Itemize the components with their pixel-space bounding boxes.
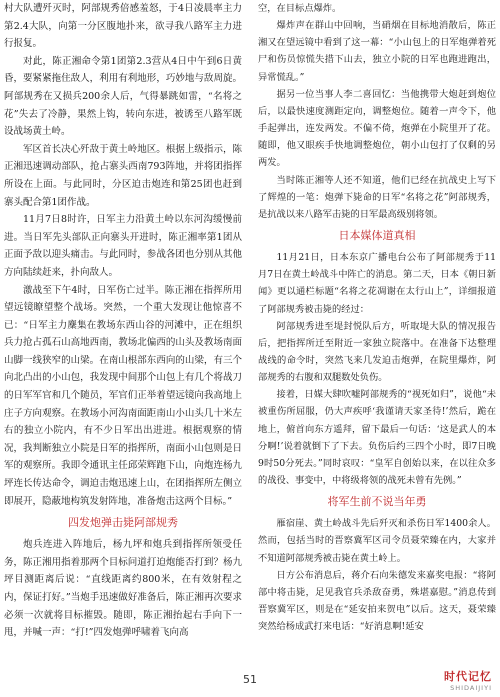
paragraph: 村大队遭歼灭时，阿部规秀倍感羞怒，于4日凌晨率主力第2.4大队，向第一分区腹地扑来，欲寻我八路军主力进行报复。 <box>4 3 242 50</box>
section-heading: 四发炮弹击毙阿部规秀 <box>68 516 178 530</box>
paragraph: 据另一位当事人李二喜回忆：当他携带大炮赶到炮位后，以最快速度测距定向，调整炮位。随着一声令下，他手起弹出，连发两发。不偏不倚，炮弹在小院里开了花。随即，他又眼疾手快地调整炮位，朝小山包打了仅剩的另两发。 <box>258 88 496 169</box>
paragraph: 11月7日8时许，日军主力沿黄土岭以东河沟缓慢前进。当日军先头部队正向寨头开进时，陈正湘率第1团从正面予敌以迎头痛击。与此同时，参战各团也分别从其他方向陆续赶来，扑向敌人。 <box>4 214 242 278</box>
paragraph: 爆炸声在群山中回响，当硝烟在目标地消散后，陈正湘又在望远镜中看到了这一幕：“小山包上的日军炮弹着死尸和伤员惊慌失措下山去，独立小院的日军也跑进跑出，异常慌乱。” <box>258 20 496 83</box>
paragraph: 雁宿崖、黄土岭战斗先后歼灭和杀伤日军1400余人。然而，包括当时的晋察冀军区司令员聂荣臻在内，大家并不知道阿部规秀被击毙在黄土岭上。 <box>258 518 496 564</box>
section-heading: 日本媒体道真相 <box>338 229 416 243</box>
paragraph: 激战至下午4时，日军伤亡过半。陈正湘在指挥所用望远镜瞭望整个战场。突然，一个重大发现让他惊喜不已：“日军主力麇集在教场东西山谷的河滩中，正在组织兵力抢占孤石山高地西南，教场北偏西的山头及教场南面山脚一线狭窄的山梁。在南山根部东西向的山梁，有三个向北凸出的小山包，我发现中间那个山包上有几个将战刀的日军军官和几个随员，军官们正举着望远镜向我高地上庄子方向观察。在教场小河沟南面距南山小山头几十米左右的独立小院内，有不少日军出出进进。根据观察的情况，我判断独立小院是日军的指挥所，南面小山包则是日军的观察所。我即令通讯主任邱荣辉跑下山，向炮连杨九坪连长传达命令，调迫击炮迅速上山，在团指挥所左侧立即展开，隐蔽地构筑发射阵地，准备炮击这两个目标。” <box>4 284 242 507</box>
section-heading: 将军生前不说当年勇 <box>327 495 427 509</box>
paragraph: 对此，陈正湘命令第1团第2.3营从4日中午到6日黄昏，要紧紧拖住敌人，利用有利地形，巧妙地与敌周旋。阿部规秀在又损兵200余人后，气得暴跳如雷，“名将之花”失去了冷静，果然上钩，转向东进，被诱至八路军既设战场黄土岭。 <box>4 55 242 138</box>
paragraph: 军区首长决心歼敌于黄土岭地区。根据上级指示，陈正湘迅速调动部队，抢占寨头西南793阵地，并将团指挥所设在上面。与此同时，分区迫击炮连和第25团也赶到寨头配合第1团作战。 <box>4 143 242 208</box>
right-column <box>258 0 496 635</box>
paragraph: 炮兵连进入阵地后，杨九坪和炮兵到指挥所领受任务，陈正湘用指着那两个目标问道打迫炮能否打到？杨九坪目测距离后说：“直线距离约800米，在有效射程之内，保证打好。”当炮手迅速做好准备后，陈正湘再次要求必须一次就将目标摧毁。随即，陈正湘抬起右手向下一甩，并喊一声：“打!”四发炮弹呼啸着飞向高 <box>4 539 242 639</box>
paragraph: 接着，日媒大肆吹嘘阿部规秀的“视死如归”，说他“未被重伤所屈服，仍大声疾呼‘我谨请天家圣待!’然后，跪在地上，俯首向东方遥拜，留下最后一句话：‘这是武人的本分啊!’说着就倒下了下去。负伤后约三四个小时，即7日晚9时50分死去。”同时哀叹：“皇军自创始以来，在以往众多的战役、事变中，中将级将领的战死未曾有先例。” <box>258 389 496 487</box>
paragraph: 日方公布消息后，蒋介石向朱德发来嘉奖电报：“将阿部中将击毙，足见我官兵杀敌奋勇，殊堪嘉慰。”消息传到晋察冀军区，则是在“延安拍来贺电”以后。这天，聂荣臻突然给杨成武打来电话：“好消息啊!延安 <box>258 569 496 633</box>
brand-name: 时代记忆 <box>444 670 492 683</box>
paragraph: 阿部规秀进至堤封悦队后方，听取堤大队的情况报告后，把指挥所迁至附近一家独立院落中。在准备下达整理战线的命令时，突然飞来几发迫击炮弹，在院里爆炸，阿部规秀的右腹和双腿数处负伤。 <box>258 320 496 384</box>
page-number: 51 <box>243 673 257 686</box>
paragraph: 空，在目标点爆炸。 <box>258 3 342 14</box>
paragraph: 当时陈正湘等人还不知道，他们已经在抗战史上写下了辉煌的一笔：炮弹下毙命的日军“名将之花”阿部规秀，是抗战以来八路军击毙的日军最高级别将领。 <box>258 174 496 220</box>
paragraph: 11月21日，日本东京广播电台公布了阿部规秀于11月7日在黄土岭战斗中阵亡的消息。第二天，日本《朝日新闻》更以通栏标题“名将之花凋谢在太行山上”，详细报道了阿部规秀被击毙的经过： <box>258 252 496 315</box>
left-column <box>4 0 242 642</box>
magazine-brand <box>444 668 492 692</box>
brand-name-latin: SHIDAIJIYI <box>450 684 492 692</box>
